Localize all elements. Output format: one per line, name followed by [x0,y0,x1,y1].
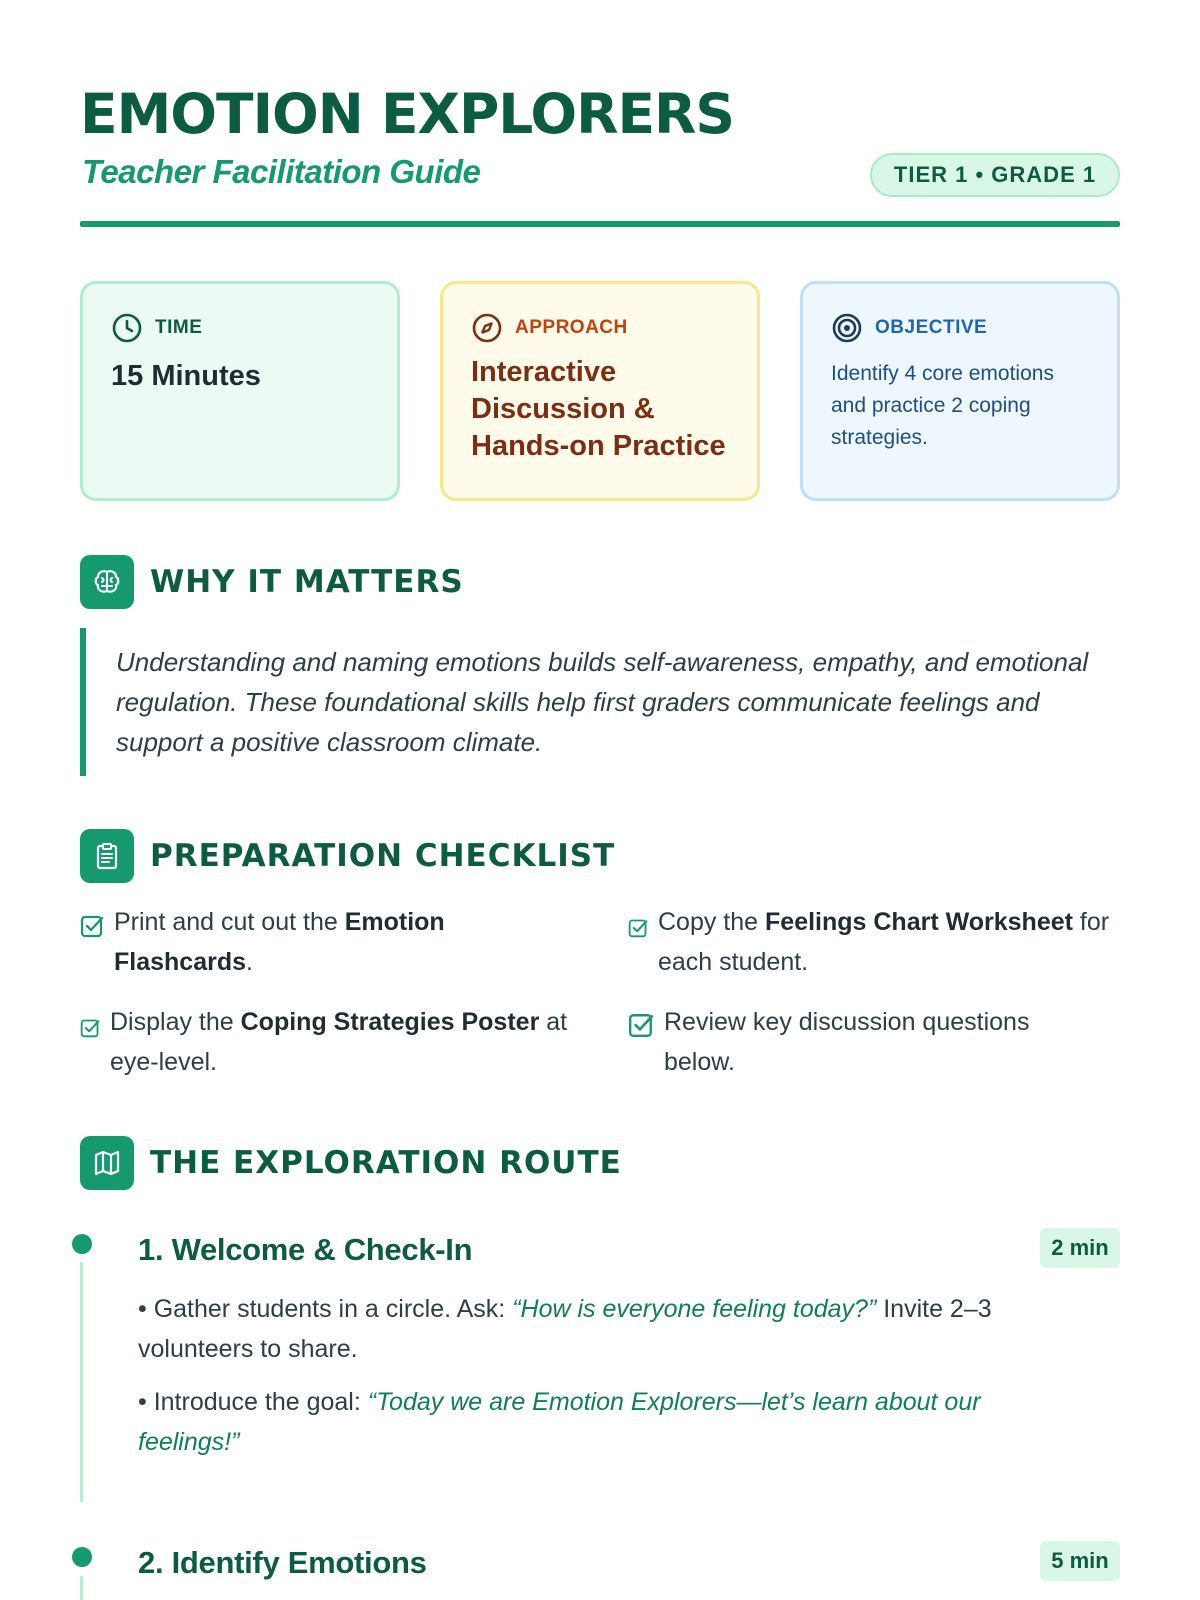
header-divider [80,221,1120,227]
checklist-item-text: Print and cut out the Emotion Flashcards. [114,908,445,976]
checklist-title: PREPARATION CHECKLIST [150,838,616,874]
why-section-header [80,555,464,609]
target-icon [831,312,863,344]
step-title: 1. Welcome & Check-In [138,1232,473,1267]
timeline-line [80,1262,83,1502]
checklist-item-text: Review key discussion questions below. [664,1008,1030,1076]
compass-icon [471,312,503,344]
checklist-item [628,902,1128,982]
time-label: TIME [155,317,203,338]
why-title: WHY IT MATTERS [150,564,464,600]
objective-value: Identify 4 core emotions and practice 2 coping strategies. [831,362,1054,449]
approach-card [440,281,760,501]
route-title: THE EXPLORATION ROUTE [150,1145,622,1181]
checkbox-icon[interactable] [80,1010,100,1082]
time-card [80,281,400,501]
tier-grade-badge: TIER 1 • GRADE 1 [870,153,1120,197]
route-section-header [80,1136,622,1190]
timeline-dot [72,1547,92,1567]
approach-value: Interactive Discussion & Hands-on Practice [471,356,726,462]
objective-card [800,281,1120,501]
step-bullet: • Gather students in a circle. Ask: “How is everyone feeling today?” Invite 2–3 volunteers to share. [138,1295,992,1363]
clipboard-icon [80,829,134,883]
checkbox-icon[interactable] [628,1010,654,1082]
checklist-item [80,902,500,982]
checklist-item-text: Display the Coping Strategies Poster at eye-level. [110,1008,568,1076]
checklist-item [80,1002,600,1082]
step-bullet: • Introduce the goal: “Today we are Emotion Explorers—let’s learn about our feelings!” [138,1388,981,1456]
map-icon [80,1136,134,1190]
checklist-item [628,1002,1068,1082]
clock-icon [111,312,143,344]
checkbox-icon[interactable] [80,910,104,982]
why-quote: Understanding and naming emotions builds self-awareness, empathy, and emotional regulation. These foundational skills help first graders communicate feelings and support a positive classroom climate. [80,628,1120,776]
timeline-dot [72,1234,92,1254]
time-value: 15 Minutes [111,360,261,392]
step-title: 2. Identify Emotions [138,1545,427,1580]
checklist-item-text: Copy the Feelings Chart Worksheet for each student. [658,908,1110,976]
objective-label: OBJECTIVE [875,317,988,338]
page-title: EMOTION EXPLORERS [80,82,734,146]
step-duration-badge: 2 min [1040,1228,1120,1268]
page-subtitle: Teacher Facilitation Guide [82,153,481,190]
checklist-section-header [80,829,615,883]
checkbox-icon[interactable] [628,910,648,982]
step-duration-badge: 5 min [1040,1541,1120,1581]
brain-icon [80,555,134,609]
timeline-line [80,1576,83,1600]
approach-label: APPROACH [515,317,628,338]
